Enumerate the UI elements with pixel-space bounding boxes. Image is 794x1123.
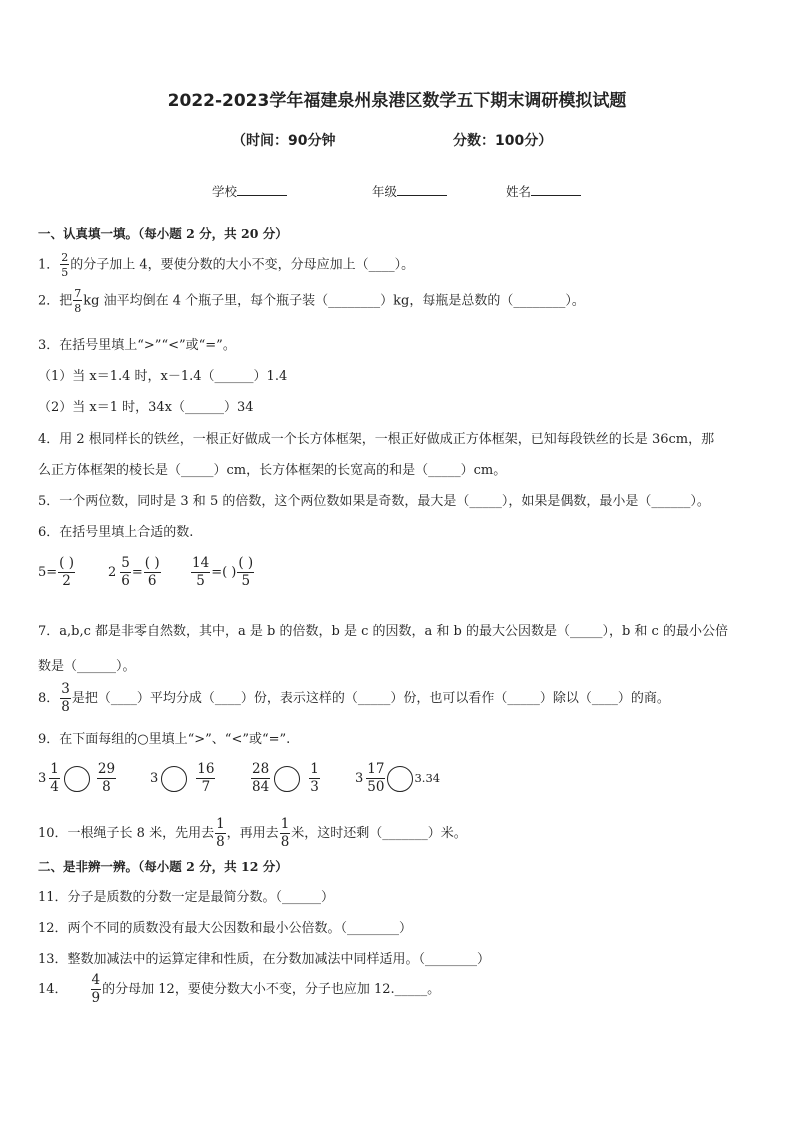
question-8: 8． $\frac{3}{8}$ 是把（____）平均分成（____）份，表示这样的（_____）份，也可以看作（_____）除以（____）的商。 [38, 681, 670, 715]
q1-number: 1． [38, 257, 60, 273]
question-11: 11．分子是质数的分数一定是最简分数。（______） [38, 890, 335, 905]
q9-compare-d: 3 $\frac{17}{50}$ 3.34 [355, 761, 441, 795]
time-limit: （时间：90分钟 [232, 133, 336, 149]
q2-prefix: 2．把 [38, 293, 73, 309]
q2-text: kg 油平均倒在 4 个瓶子里，每个瓶子装（________）kg，每瓶是总数的（________）。 [83, 293, 585, 309]
question-6: 6．在括号里填上合适的数. [38, 525, 194, 540]
q2-fraction: $\frac{7}{8}$ [74, 287, 82, 315]
school-label: 学校 [212, 184, 238, 199]
question-4-line-1: 4．用 2 根同样长的铁丝，一根正好做成一个长方体框架，一根正好做成正方体框架，已知每段铁丝的长是 36cm，那 [38, 432, 715, 447]
name-field [506, 181, 581, 200]
school-field [212, 181, 287, 200]
name-label: 姓名 [506, 184, 532, 199]
q9-compare-b: 3 $\frac{16}{7}$ [150, 761, 215, 795]
question-12: 12．两个不同的质数没有最大公因数和最小公倍数。（________） [38, 921, 413, 936]
q9-compare-c: $\frac{28}{84}$ $\frac{1}{3}$ [252, 761, 319, 795]
page-title: 2022-2023学年福建泉州泉港区数学五下期末调研模拟试题 [167, 91, 627, 111]
question-7-line-2: 数是（______）。 [38, 659, 136, 674]
compare-circle-c[interactable] [274, 766, 300, 792]
section-2-heading: 二、是非辨一辨。（每小题 2 分，共 12 分） [38, 859, 288, 874]
question-5: 5．一个两位数，同时是 3 和 5 的倍数，这个两位数如果是奇数，最大是（_____），如果是偶数，最小是（______）。 [38, 494, 710, 509]
q6-equation-c: $\frac{14}{5}$ =( ) $\frac{( )}{5}$ [192, 555, 254, 589]
q9-compare-a: 3 $\frac{1}{4}$ $\frac{29}{8}$ [38, 761, 116, 795]
question-7-line-1: 7．a,b,c 都是非零自然数，其中，a 是 b 的倍数，b 是 c 的因数，a 和 b 的最大公因数是（_____），b 和 c 的最小公倍 [38, 624, 728, 639]
grade-blank[interactable] [397, 181, 447, 196]
question-4-line-2: 么正方体框架的棱长是（_____）cm，长方体框架的长宽高的和是（_____）cm。 [38, 463, 507, 478]
question-9: 9．在下面每组的○里填上“>”、“<”或“=”. [38, 732, 291, 747]
q6-equation-b: 2 $\frac{5}{6}$ = $\frac{( )}{6}$ [108, 555, 160, 589]
compare-circle-d[interactable] [387, 766, 413, 792]
q1-text: 的分子加上 4，要使分数的大小不变，分母应加上（____）。 [70, 257, 415, 273]
question-3-part-2: （2）当 x＝1 时，34x（______）34 [38, 400, 254, 415]
name-blank[interactable] [531, 181, 581, 196]
section-1-heading: 一、认真填一填。（每小题 2 分，共 20 分） [38, 226, 288, 241]
question-3-part-1: （1）当 x＝1.4 时，x－1.4（______）1.4 [38, 369, 288, 384]
q1-fraction: $\frac{2}{5}$ [61, 251, 69, 279]
compare-circle-b[interactable] [161, 766, 187, 792]
question-13: 13．整数加减法中的运算定律和性质，在分数加减法中同样适用。（________） [38, 952, 491, 967]
grade-field [372, 181, 447, 200]
question-10: 10．一根绳子长 8 米，先用去 $\frac{1}{8}$ ，再用去 $\frac{1}{8}$ 米，这时还剩（_______）米。 [38, 816, 467, 850]
q6-equation-a: 5= $\frac{( )}{2}$ [38, 555, 74, 589]
question-2 [38, 288, 585, 314]
question-1 [38, 252, 414, 278]
question-14: 14． $\frac{4}{9}$ 的分母加 12，要使分数大小不变，分子也应加 12._____。 [38, 972, 441, 1006]
school-blank[interactable] [237, 181, 287, 196]
grade-label: 年级 [372, 184, 398, 199]
total-score: 分数：100分） [453, 133, 553, 149]
q8-fraction: $\frac{3}{8}$ [61, 681, 70, 715]
compare-circle-a[interactable] [64, 766, 90, 792]
question-3: 3．在括号里填上“>”“<”或“=”。 [38, 338, 236, 353]
